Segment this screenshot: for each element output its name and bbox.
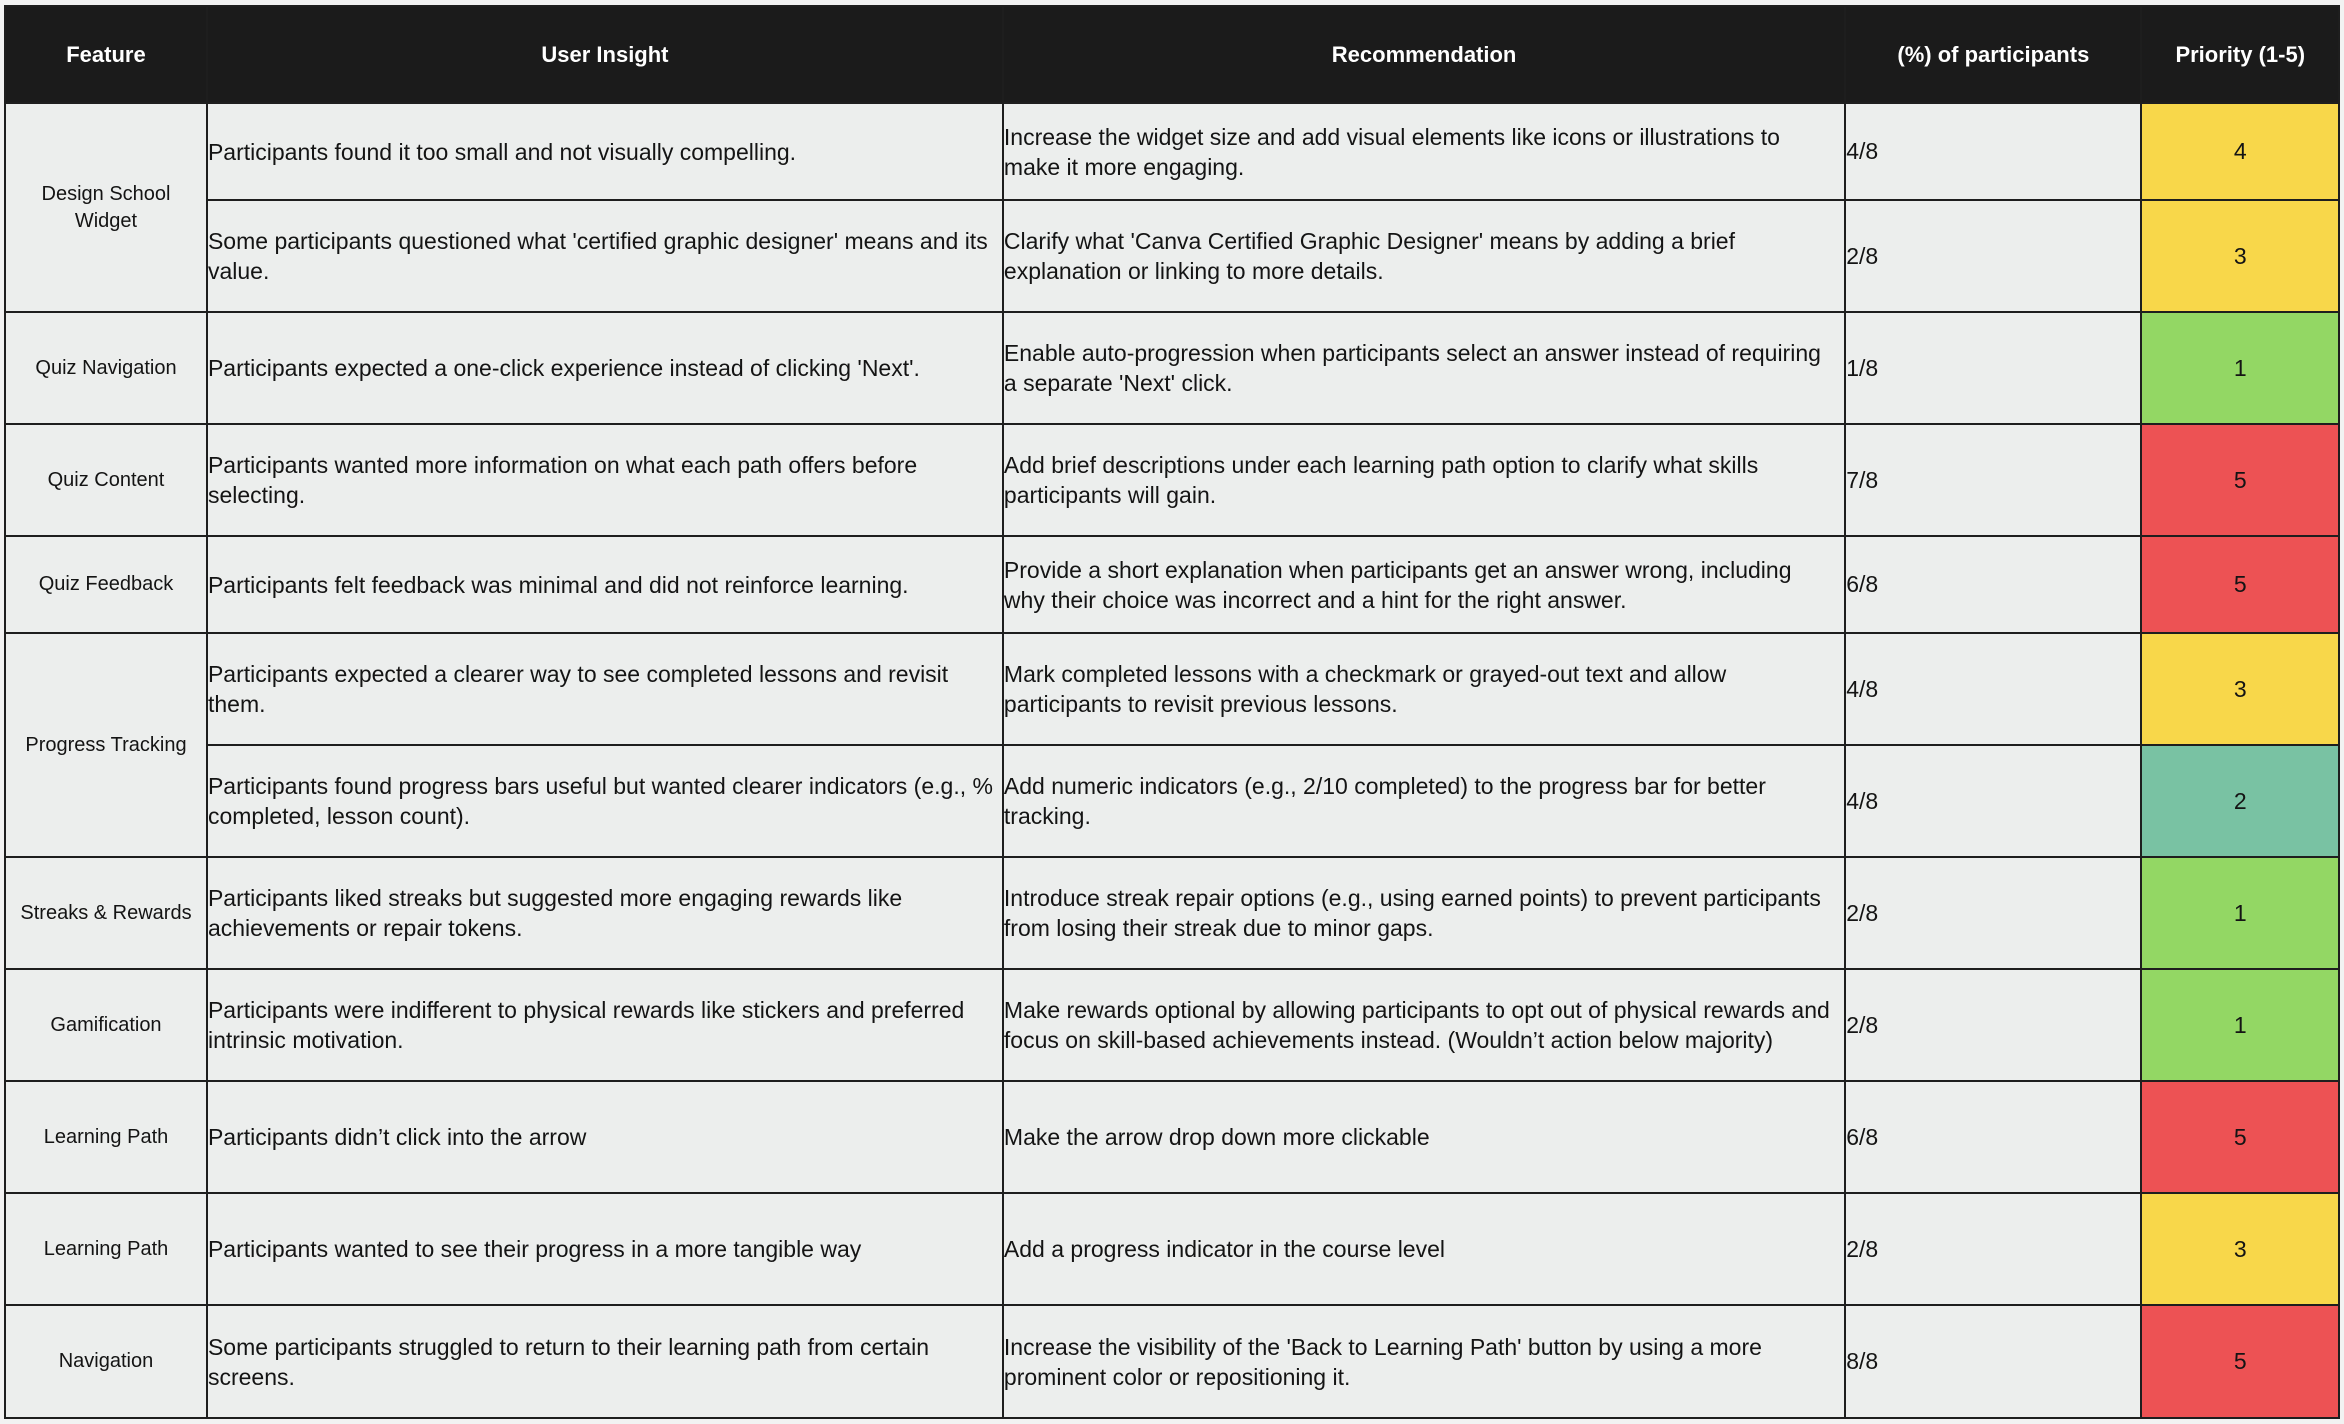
feature-cell: Navigation — [5, 1305, 207, 1418]
participants-cell: 8/8 — [1845, 1305, 2141, 1418]
insight-cell: Participants were indifferent to physical rewards like stickers and preferred intrinsic motivation. — [207, 969, 1003, 1081]
table-row — [5, 536, 2339, 633]
participants-cell: 6/8 — [1845, 1081, 2141, 1193]
priority-cell: 4 — [2141, 103, 2339, 200]
insight-cell: Participants liked streaks but suggested more engaging rewards like achievements or repair tokens. — [207, 857, 1003, 969]
table-row — [5, 103, 2339, 200]
participants-cell: 7/8 — [1845, 424, 2141, 536]
participants-cell: 2/8 — [1845, 857, 2141, 969]
priority-cell: 3 — [2141, 633, 2339, 745]
priority-cell: 2 — [2141, 745, 2339, 857]
insight-cell: Participants found it too small and not visually compelling. — [207, 103, 1003, 200]
recommendation-cell: Add brief descriptions under each learning path option to clarify what skills participants will gain. — [1003, 424, 1845, 536]
insight-cell: Some participants struggled to return to their learning path from certain screens. — [207, 1305, 1003, 1418]
priority-cell: 1 — [2141, 969, 2339, 1081]
table-row — [5, 633, 2339, 745]
feature-cell: Streaks & Rewards — [5, 857, 207, 969]
recommendation-cell: Introduce streak repair options (e.g., using earned points) to prevent participants from losing their streak due to minor gaps. — [1003, 857, 1845, 969]
feature-cell: Design School Widget — [5, 103, 207, 312]
insight-cell: Participants expected a clearer way to see completed lessons and revisit them. — [207, 633, 1003, 745]
header-priority: Priority (1-5) — [2141, 6, 2339, 103]
table-row — [5, 745, 2339, 857]
priority-cell: 1 — [2141, 857, 2339, 969]
feature-cell: Gamification — [5, 969, 207, 1081]
header-participants: (%) of participants — [1845, 6, 2141, 103]
participants-cell: 2/8 — [1845, 200, 2141, 312]
header-row — [5, 6, 2339, 103]
recommendation-cell: Make rewards optional by allowing participants to opt out of physical rewards and focus on skill-based achievements instead. (Wouldn’t action below majority) — [1003, 969, 1845, 1081]
recommendation-cell: Enable auto-progression when participants select an answer instead of requiring a separate 'Next' click. — [1003, 312, 1845, 424]
priority-cell: 5 — [2141, 1305, 2339, 1418]
recommendation-cell: Clarify what 'Canva Certified Graphic Designer' means by adding a brief explanation or linking to more details. — [1003, 200, 1845, 312]
priority-cell: 3 — [2141, 1193, 2339, 1305]
table-row — [5, 200, 2339, 312]
table-row — [5, 424, 2339, 536]
header-user-insight: User Insight — [207, 6, 1003, 103]
table-body — [5, 103, 2339, 1418]
recommendation-cell: Increase the visibility of the 'Back to Learning Path' button by using a more prominent color or repositioning it. — [1003, 1305, 1845, 1418]
participants-cell: 2/8 — [1845, 969, 2141, 1081]
insight-cell: Participants wanted to see their progress in a more tangible way — [207, 1193, 1003, 1305]
findings-table — [4, 5, 2340, 1419]
feature-cell: Quiz Content — [5, 424, 207, 536]
recommendation-cell: Add numeric indicators (e.g., 2/10 completed) to the progress bar for better tracking. — [1003, 745, 1845, 857]
feature-cell: Progress Tracking — [5, 633, 207, 857]
recommendation-cell: Increase the widget size and add visual elements like icons or illustrations to make it more engaging. — [1003, 103, 1845, 200]
feature-cell: Quiz Navigation — [5, 312, 207, 424]
table-header — [5, 6, 2339, 103]
table-row — [5, 1305, 2339, 1418]
insight-cell: Participants expected a one-click experience instead of clicking 'Next'. — [207, 312, 1003, 424]
insight-cell: Participants felt feedback was minimal and did not reinforce learning. — [207, 536, 1003, 633]
participants-cell: 6/8 — [1845, 536, 2141, 633]
participants-cell: 4/8 — [1845, 745, 2141, 857]
insight-cell: Participants didn’t click into the arrow — [207, 1081, 1003, 1193]
table-row — [5, 1081, 2339, 1193]
table-row — [5, 312, 2339, 424]
header-feature: Feature — [5, 6, 207, 103]
header-recommendation: Recommendation — [1003, 6, 1845, 103]
priority-cell: 1 — [2141, 312, 2339, 424]
priority-cell: 5 — [2141, 536, 2339, 633]
participants-cell: 2/8 — [1845, 1193, 2141, 1305]
participants-cell: 1/8 — [1845, 312, 2141, 424]
participants-cell: 4/8 — [1845, 103, 2141, 200]
table-row — [5, 969, 2339, 1081]
priority-cell: 3 — [2141, 200, 2339, 312]
participants-cell: 4/8 — [1845, 633, 2141, 745]
table-row — [5, 1193, 2339, 1305]
priority-cell: 5 — [2141, 1081, 2339, 1193]
feature-cell: Learning Path — [5, 1193, 207, 1305]
recommendation-cell: Mark completed lessons with a checkmark or grayed-out text and allow participants to revisit previous lessons. — [1003, 633, 1845, 745]
table-row — [5, 857, 2339, 969]
recommendation-cell: Provide a short explanation when participants get an answer wrong, including why their choice was incorrect and a hint for the right answer. — [1003, 536, 1845, 633]
insight-cell: Participants wanted more information on what each path offers before selecting. — [207, 424, 1003, 536]
recommendation-cell: Add a progress indicator in the course level — [1003, 1193, 1845, 1305]
feature-cell: Learning Path — [5, 1081, 207, 1193]
feature-cell: Quiz Feedback — [5, 536, 207, 633]
recommendation-cell: Make the arrow drop down more clickable — [1003, 1081, 1845, 1193]
priority-cell: 5 — [2141, 424, 2339, 536]
insight-cell: Some participants questioned what 'certified graphic designer' means and its value. — [207, 200, 1003, 312]
insight-cell: Participants found progress bars useful but wanted clearer indicators (e.g., % completed, lesson count). — [207, 745, 1003, 857]
